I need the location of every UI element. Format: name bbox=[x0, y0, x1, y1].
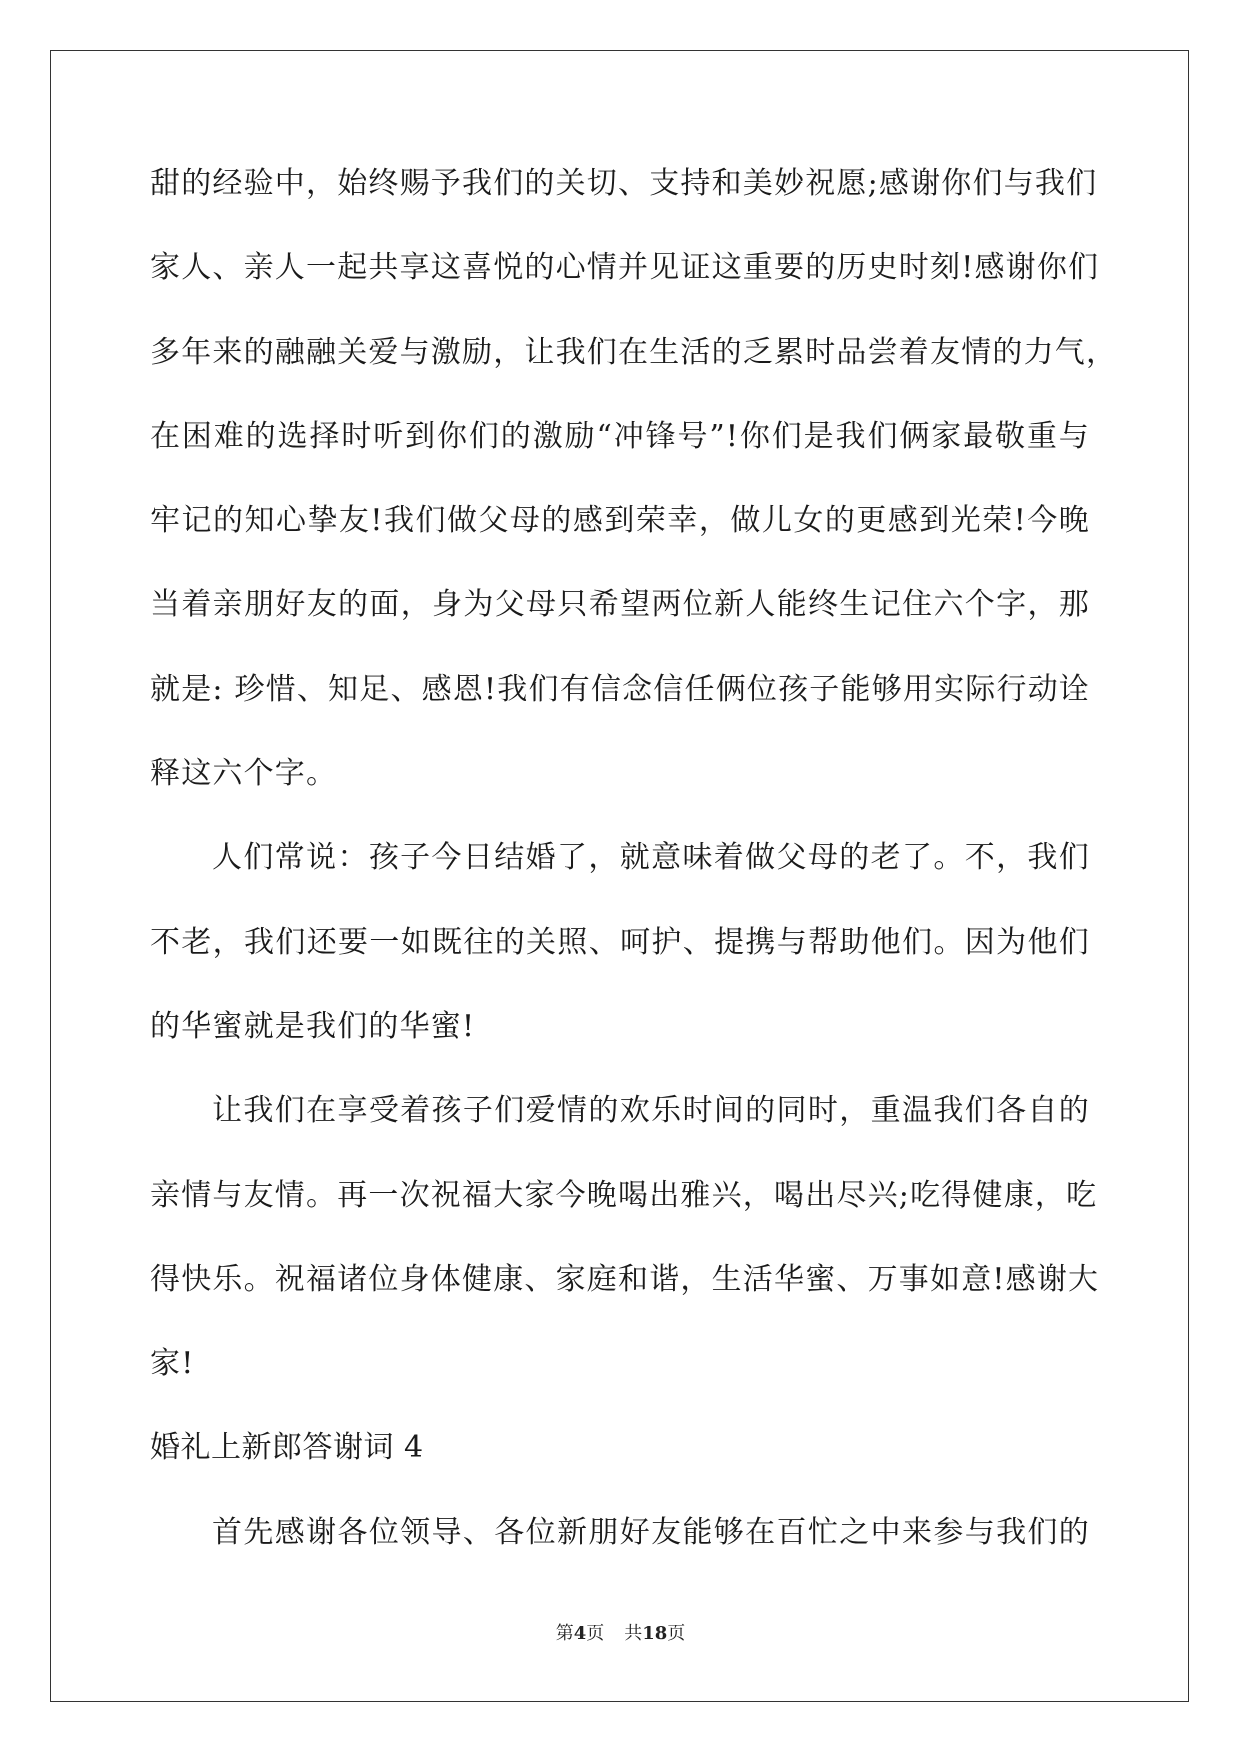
page-footer bbox=[0, 1619, 1241, 1645]
paragraph-first-line: 让我们在享受着孩子们爱情的欢乐时间的同时，重温我们各自的 bbox=[212, 1093, 1090, 1129]
body-line: 不老，我们还要一如既往的关照、呵护、提携与帮助他们。因为他们 bbox=[150, 924, 1090, 960]
body-line: 牢记的知心挚友!我们做父母的感到荣幸，做儿女的更感到光荣!今晚 bbox=[150, 503, 1090, 539]
footer-page-suffix: 页 bbox=[586, 1623, 605, 1644]
body-line: 当着亲朋好友的面，身为父母只希望两位新人能终生记住六个字，那 bbox=[150, 587, 1090, 623]
paragraph-first-line: 首先感谢各位领导、各位新朋好友能够在百忙之中来参与我们的 bbox=[212, 1514, 1090, 1550]
footer-total-suffix: 页 bbox=[667, 1623, 686, 1644]
body-line: 家人、亲人一起共享这喜悦的心情并见证这重要的历史时刻!感谢你们 bbox=[150, 250, 1100, 286]
body-line: 多年来的融融关爱与激励，让我们在生活的乏累时品尝着友情的力气， bbox=[150, 334, 1118, 370]
document-body bbox=[150, 142, 1118, 1575]
footer-prefix: 第 bbox=[555, 1623, 574, 1644]
body-line: 亲情与友情。再一次祝福大家今晚喝出雅兴，喝出尽兴;吃得健康，吃 bbox=[150, 1177, 1098, 1213]
body-line: 在困难的选择时听到你们的激励“冲锋号”!你们是我们俩家最敬重与 bbox=[150, 418, 1090, 454]
body-line: 释这六个字。 bbox=[150, 756, 338, 792]
body-line: 甜的经验中，始终赐予我们的关切、支持和美妙祝愿;感谢你们与我们 bbox=[150, 166, 1098, 201]
body-line: 家! bbox=[150, 1346, 195, 1382]
body-line: 就是: 珍惜、知足、感恩!我们有信念信任俩位孩子能够用实际行动诠 bbox=[150, 671, 1091, 707]
body-line: 的华蜜就是我们的华蜜! bbox=[150, 1008, 476, 1044]
total-pages: 18 bbox=[642, 1623, 668, 1644]
page-number: 4 bbox=[573, 1623, 587, 1644]
body-line: 得快乐。祝福诸位身体健康、家庭和谐，生活华蜜、万事如意!感谢大 bbox=[150, 1261, 1100, 1297]
section-heading: 婚礼上新郎答谢词 4 bbox=[150, 1430, 424, 1466]
footer-total-prefix: 共 bbox=[624, 1623, 643, 1644]
paragraph-first-line: 人们常说：孩子今日结婚了，就意味着做父母的老了。不，我们 bbox=[212, 840, 1090, 876]
